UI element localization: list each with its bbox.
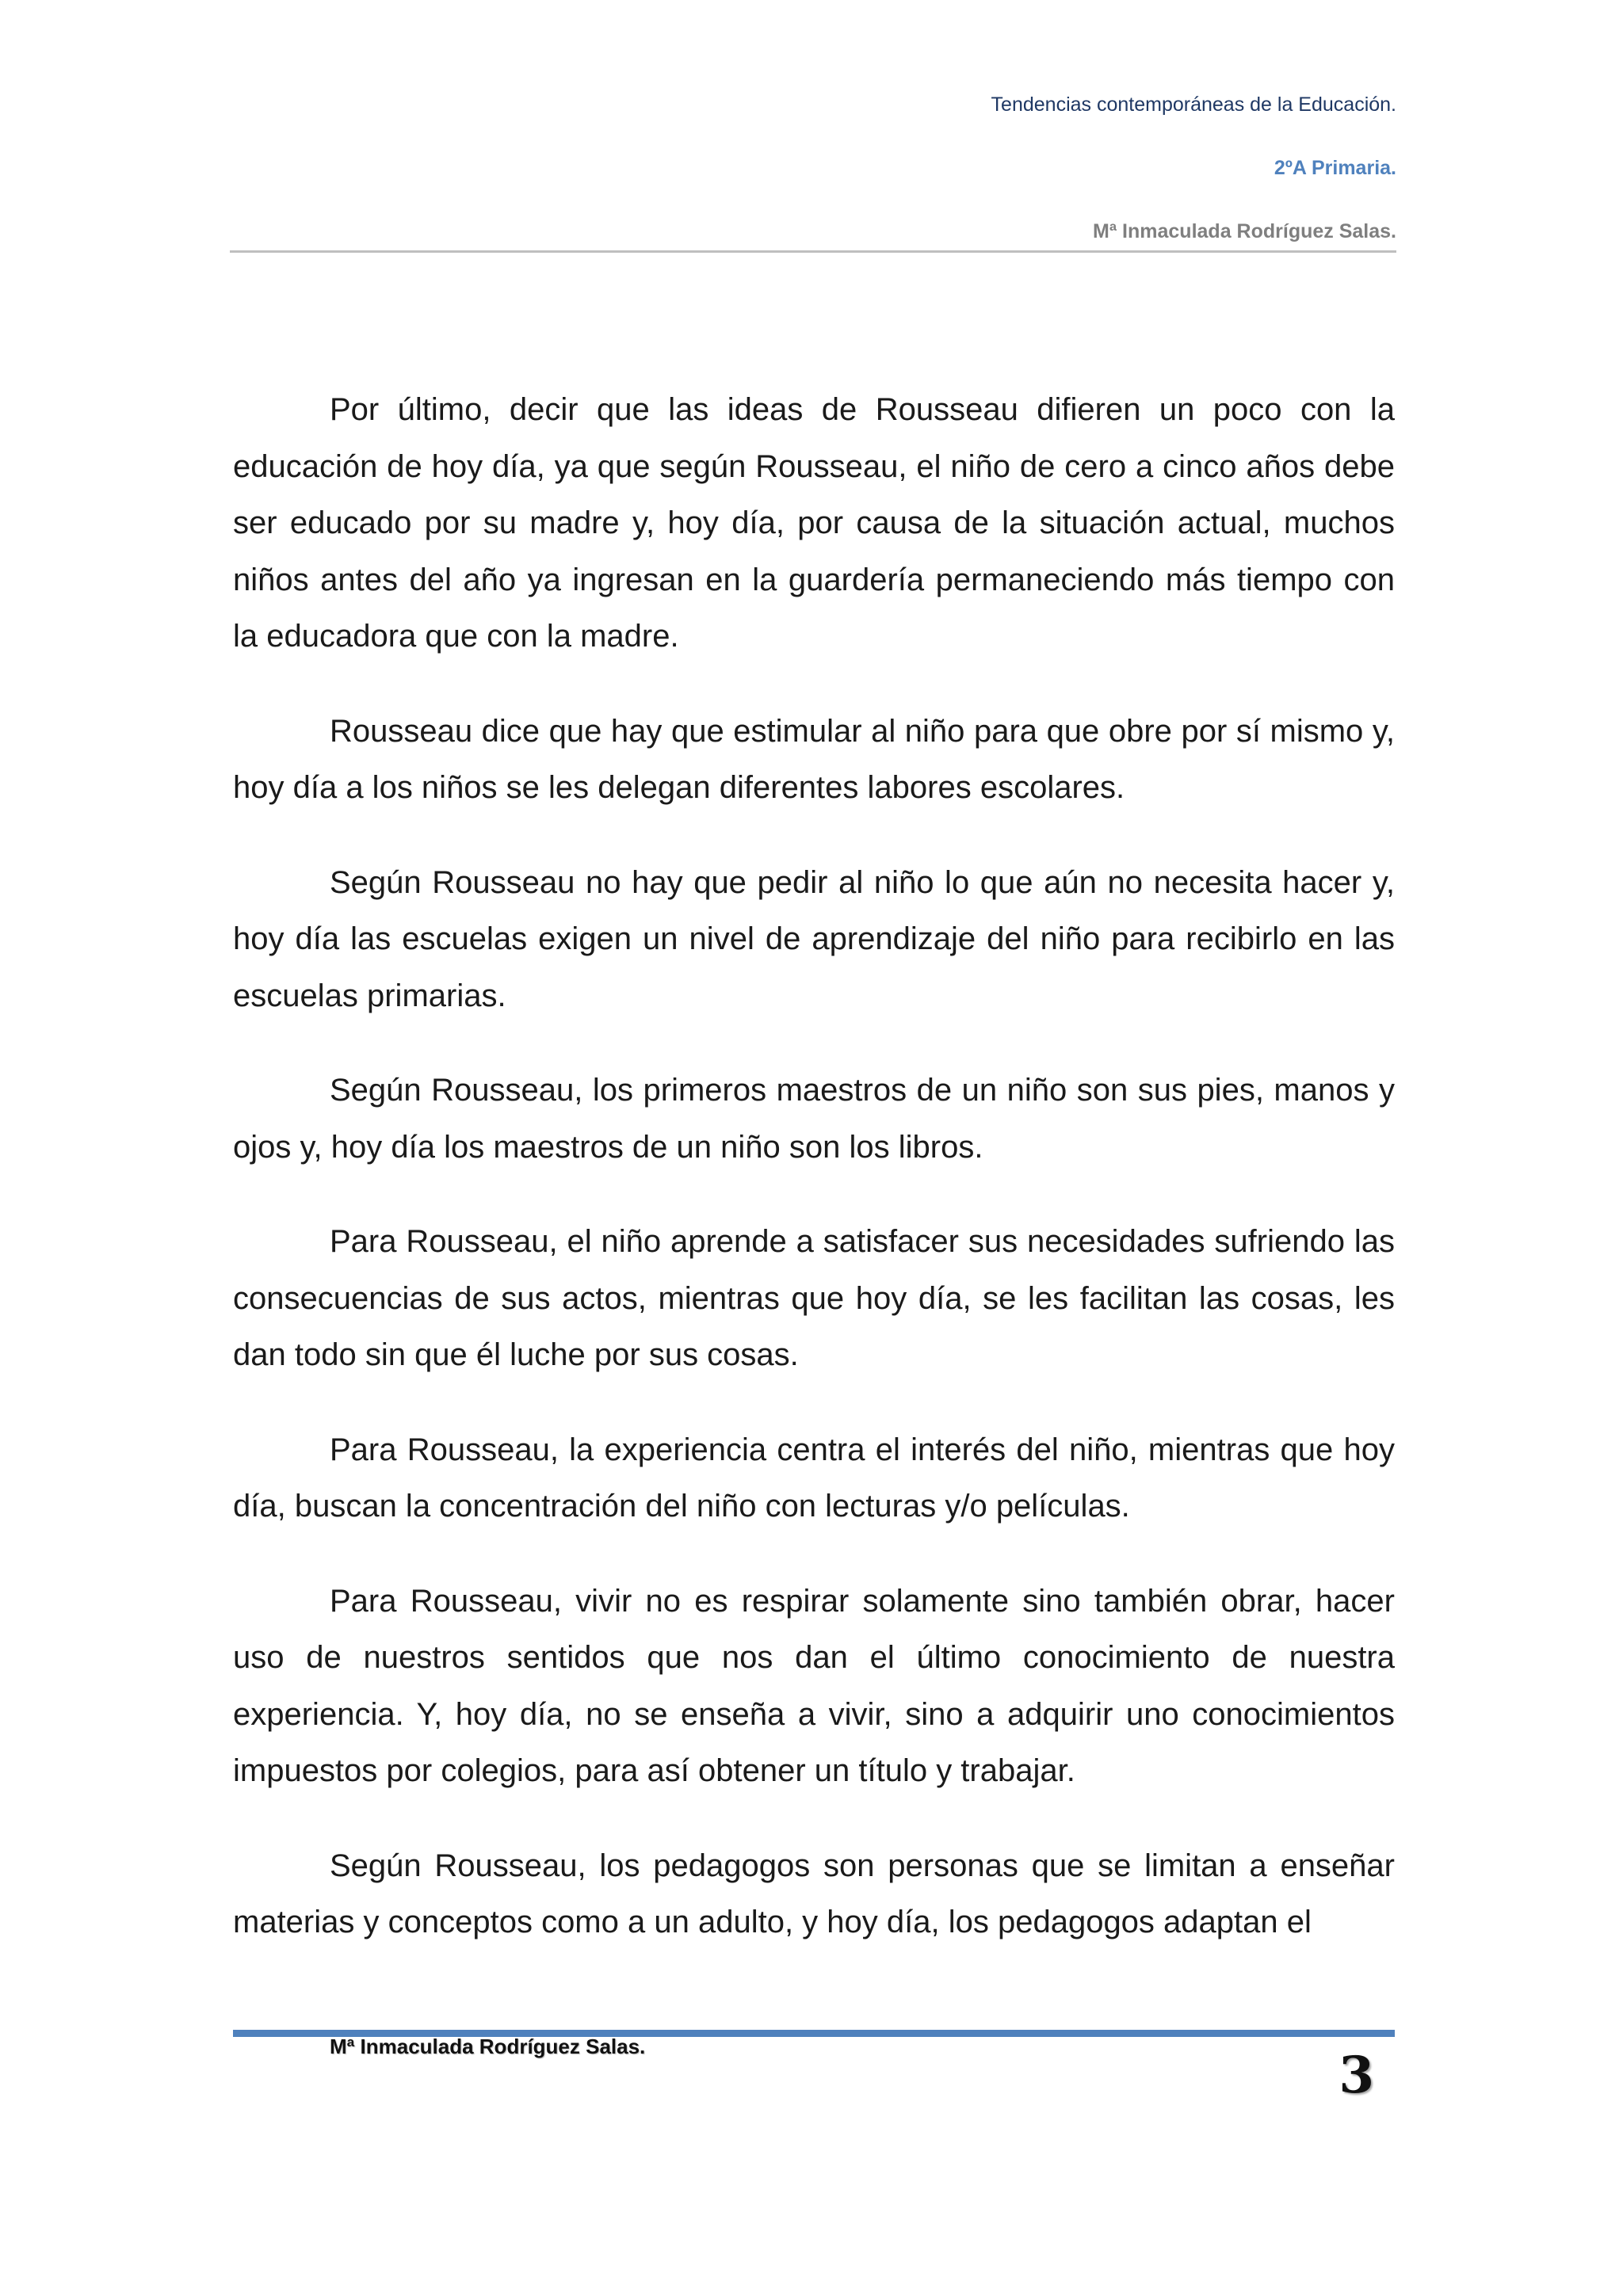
body-paragraph: Por último, decir que las ideas de Rousseau difieren un poco con la educación de hoy día, ya que según Rousseau, el niño de cero a cinco años debe ser educado por su madre y, hoy día, por causa de la situación actual, muchos niños antes del año ya ingresan en la guardería permaneciendo más tiempo con la educadora que con la madre. [233, 392, 1395, 654]
body-paragraph: Rousseau dice que hay que estimular al niño para que obre por sí mismo y, hoy día a los niños se les delegan diferentes labores escolares. [233, 713, 1395, 805]
document-body [233, 382, 1395, 1989]
page-number: 3 [1338, 2046, 1374, 2105]
body-paragraph: Para Rousseau, vivir no es respirar solamente sino también obrar, hacer uso de nuestros sentidos que nos dan el último conocimiento de nuestra experiencia. Y, hoy día, no se enseña a vivir, sino a adquirir uno conocimientos impuestos por colegios, para así obtener un título y trabajar. [233, 1583, 1395, 1788]
header-group-label: 2ºA Primaria. [1274, 157, 1396, 179]
body-paragraph: Según Rousseau, los pedagogos son personas que se limitan a enseñar materias y conceptos como a un adulto, y hoy día, los pedagogos adaptan el [233, 1848, 1395, 1939]
header-divider [230, 250, 1396, 253]
footer-author-name: Mª Inmaculada Rodríguez Salas. [330, 2035, 646, 2058]
header-author-name: Mª Inmaculada Rodríguez Salas. [1093, 220, 1396, 242]
body-paragraph: Según Rousseau no hay que pedir al niño lo que aún no necesita hacer y, hoy día las escuelas exigen un nivel de aprendizaje del niño para recibirlo en las escuelas primarias. [233, 864, 1395, 1013]
body-paragraph: Para Rousseau, el niño aprende a satisfacer sus necesidades sufriendo las consecuencias de sus actos, mientras que hoy día, se les facilitan las cosas, les dan todo sin que él luche por sus cosas. [233, 1224, 1395, 1372]
body-paragraph: Según Rousseau, los primeros maestros de un niño son sus pies, manos y ojos y, hoy día los maestros de un niño son los libros. [233, 1073, 1395, 1165]
body-paragraph: Para Rousseau, la experiencia centra el interés del niño, mientras que hoy día, buscan la concentración del niño con lecturas y/o películas. [233, 1432, 1395, 1524]
header-course-title: Tendencias contemporáneas de la Educación. [991, 93, 1396, 116]
